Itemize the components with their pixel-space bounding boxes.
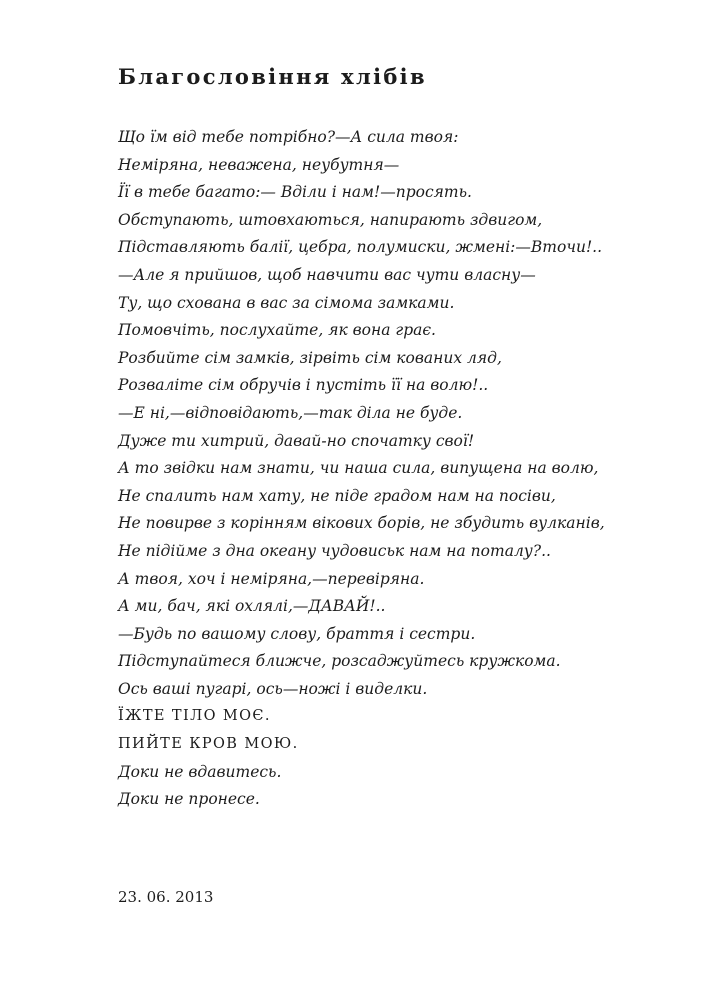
poem-line: Ось ваші пугарі, ось—ножі і виделки.: [118, 679, 428, 698]
poem-line: Доки не вдавитесь.: [118, 762, 282, 781]
poem-line: Дуже ти хитрий, давай-но спочатку свої!: [118, 431, 475, 450]
poem-line: Не повирве з корінням вікових борів, не збудить вулканів,: [118, 514, 605, 533]
poem-line: А ми, бач, які охлялі,—ДАВАЙ!..: [118, 597, 386, 616]
poem-line: Не підійме з дна океану чудовиськ нам на поталу?..: [118, 541, 551, 560]
poem-line: Підставляють балії, цебра, полумиски, жмені:—Вточи!..: [118, 238, 603, 257]
poem-line-caps: ПИЙТЕ КРОВ МОЮ.: [118, 736, 299, 753]
poem-line: Що їм від тебе потрібно?—А сила твоя:: [118, 128, 459, 146]
poem-line: —Е ні,—відповідають,—так діла не буде.: [118, 403, 463, 422]
poem-line: Доки не пронесе.: [118, 790, 260, 809]
poem-line: А то звідки нам знати, чи наша сила, випущена на волю,: [118, 459, 599, 478]
poem-title: Благословіння хлібів: [118, 64, 427, 89]
poem-line: —Але я прийшов, щоб навчити вас чути власну—: [118, 265, 536, 284]
poem-line: Не спалить нам хату, не піде градом нам на посіви,: [118, 486, 556, 505]
poem-line: Обступають, штовхаються, напирають здвигом,: [118, 210, 543, 229]
poem-body: [118, 124, 718, 814]
poem-line: Підступайтеся ближче, розсаджуйтесь кружкома.: [118, 652, 561, 671]
poem-date: 23. 06. 2013: [118, 888, 214, 906]
poem-line: Розваліте сім обручів і пустіть її на волю!..: [118, 376, 489, 395]
poem-line: Її в тебе багато:— Вділи і нам!—просять.: [118, 183, 472, 202]
poem-line: —Будь по вашому слову, браття і сестри.: [118, 624, 476, 643]
poem-line-caps: ЇЖТЕ ТІЛО МОЄ.: [118, 708, 271, 725]
poem-line: Неміряна, неважена, неубутня—: [118, 155, 400, 174]
poem-line: Розбийте сім замків, зірвіть сім кованих ляд,: [118, 348, 502, 367]
poem-line: Помовчіть, послухайте, як вона грає.: [118, 321, 436, 340]
poem-line: Ту, що схована в вас за сімома замками.: [118, 293, 455, 312]
poem-line: А твоя, хоч і неміряна,—перевіряна.: [118, 569, 425, 588]
